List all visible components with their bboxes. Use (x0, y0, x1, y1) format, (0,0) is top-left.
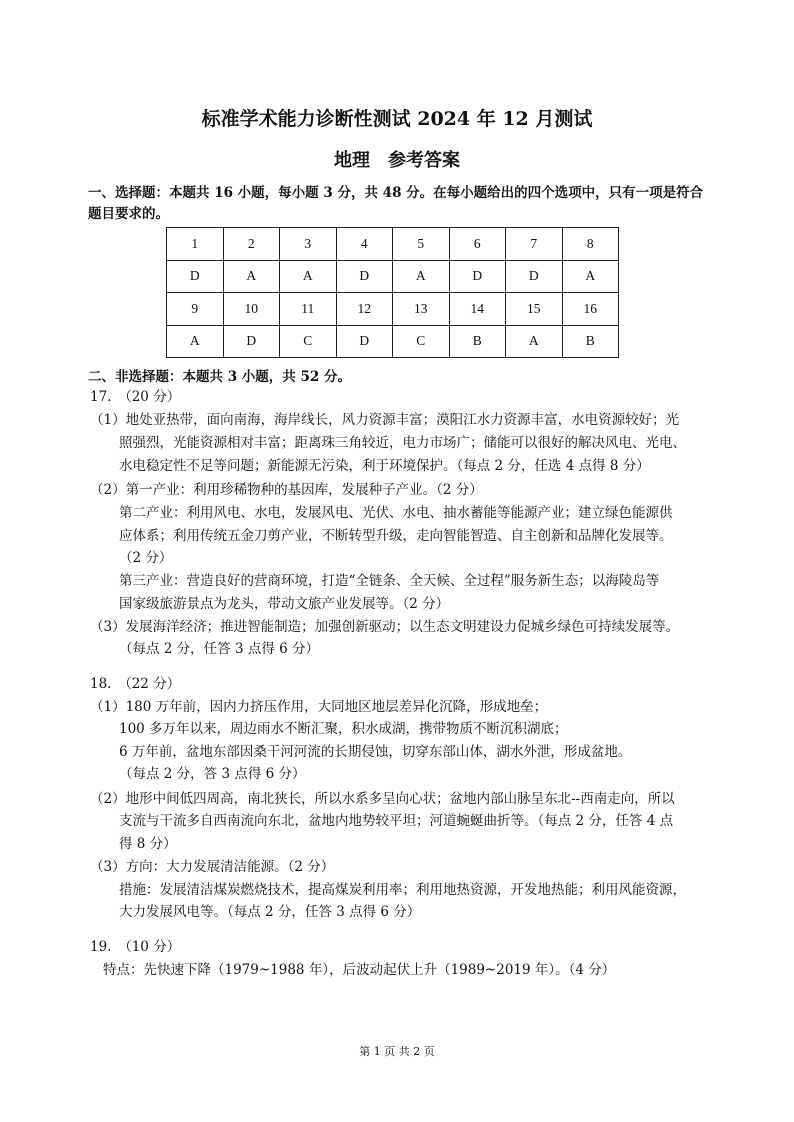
answer-table-cell: 3 (280, 228, 337, 261)
answer-table-cell: 10 (223, 293, 280, 326)
answer-table-cell: 2 (223, 228, 280, 261)
answer-table-cell: D (506, 260, 563, 293)
answer-table-cell: A (562, 260, 619, 293)
q17-number: 17. （20 分） (90, 389, 181, 405)
answer-table-row (167, 228, 619, 261)
section1-heading-line1: 一、选择题：本题共 16 小题，每小题 3 分，共 48 分。在每小题给出的四个选项中，只有一项是符合 (88, 185, 704, 201)
q18-part2-line2: 支流与干流多自西南流向东北，盆地内地势较平坦；河道蜿蜒曲折等。（每点 2 分，任答 4 点 (119, 813, 674, 829)
q17-part2-line5: 第三产业：营造良好的营商环境，打造“全链条、全天候、全过程”服务新生态；以海陵岛等 (119, 573, 660, 589)
answer-table-row (167, 260, 619, 293)
q18-part2-line1: （2）地形中间低四周高，南北狭长，所以水系多呈向心状；盆地内部山脉呈东北--西南走向，所以 (90, 791, 675, 807)
answer-table-cell: A (167, 325, 224, 358)
answer-table-cell: D (449, 260, 506, 293)
q18-number: 18. （22 分） (90, 676, 181, 692)
q17-part1-line3: 水电稳定性不足等问题；新能源无污染，利于环境保护。（每点 2 分，任选 4 点得 8 分） (119, 458, 650, 474)
q18-part3-line2: 措施：发展清洁煤炭燃烧技术，提高煤炭利用率；利用地热资源，开发地热能；利用风能资源， (119, 882, 686, 898)
answer-table-row (167, 325, 619, 358)
answer-table-cell: 12 (336, 293, 393, 326)
answer-table-cell: C (280, 325, 337, 358)
page-subtitle: 地理 参考答案 (334, 150, 460, 171)
section2-heading: 二、非选择题：本题共 3 小题，共 52 分。 (88, 369, 351, 385)
answer-table-cell: 8 (562, 228, 619, 261)
answer-table-cell: A (393, 260, 450, 293)
answer-table-cell: 14 (449, 293, 506, 326)
answer-table-cell: 7 (506, 228, 563, 261)
answer-table-row (167, 293, 619, 326)
q18-part3-line3: 大力发展风电等。（每点 2 分，任答 3 点得 6 分） (119, 904, 421, 920)
q18-part1-line1: （1）180 万年前，因内力挤压作用，大同地区地层差异化沉降，形成地垒； (90, 699, 548, 715)
answer-table-cell: A (506, 325, 563, 358)
answer-table-cell: D (336, 260, 393, 293)
answer-table-cell: A (280, 260, 337, 293)
answer-table-cell: 5 (393, 228, 450, 261)
page-title: 标准学术能力诊断性测试 2024 年 12 月测试 (201, 108, 593, 130)
page-footer: 第 1 页 共 2 页 (359, 1045, 435, 1058)
answer-table-cell: D (167, 260, 224, 293)
answer-table-cell: 11 (280, 293, 337, 326)
q17-part1-line2: 照强烈，光能资源相对丰富；距离珠三角较近，电力市场广；储能可以很好的解决风电、光电、 (119, 435, 686, 451)
answer-table-cell: D (223, 325, 280, 358)
answer-table-cell: 6 (449, 228, 506, 261)
answer-table-cell: B (562, 325, 619, 358)
answer-table-cell: 9 (167, 293, 224, 326)
q17-part2-line2: 第二产业：利用风电、水电，发展风电、光伏、水电、抽水蓄能等能源产业；建立绿色能源供 (119, 505, 673, 521)
q17-part2-line1: （2）第一产业：利用珍稀物种的基因库，发展种子产业。（2 分） (90, 482, 483, 498)
q17-part2-line4: （2 分） (119, 550, 173, 566)
answer-table (166, 227, 619, 358)
q19-answer: 特点：先快速下降（1979~1988 年），后波动起伏上升（1989~2019 年）。（4 分） (103, 962, 616, 978)
q17-part2-line3: 应体系；利用传统五金刀剪产业，不断转型升级，走向智能智造、自主创新和品牌化发展等。 (119, 528, 673, 544)
q18-part2-line3: 得 8 分） (119, 836, 177, 852)
q18-part1-line2: 100 多万年以来，周边雨水不断汇聚，积水成湖，携带物质不断沉积湖底； (119, 721, 568, 737)
q17-part3-line1: （3）发展海洋经济；推进智能制造；加强创新驱动；以生态文明建设力促城乡绿色可持续发展等。 (90, 619, 680, 635)
q18-part1-line3: 6 万年前，盆地东部因桑干河河流的长期侵蚀，切穿东部山体，湖水外泄，形成盆地。 (119, 744, 632, 760)
answer-table-cell: B (449, 325, 506, 358)
q19-number: 19. （10 分） (90, 939, 181, 955)
section1-heading (88, 183, 720, 225)
answer-table-cell: 1 (167, 228, 224, 261)
answer-table-cell: A (223, 260, 280, 293)
section1-heading-line2: 题目要求的。 (88, 206, 169, 222)
q17-part2-line6: 国家级旅游景点为龙头，带动文旅产业发展等。（2 分） (119, 596, 450, 612)
answer-table-cell: 15 (506, 293, 563, 326)
answer-table-cell: D (336, 325, 393, 358)
q17-part1-line1: （1）地处亚热带，面向南海，海岸线长，风力资源丰富；漠阳江水力资源丰富，水电资源较好；光 (90, 412, 680, 428)
q17-part3-line2: （每点 2 分，任答 3 点得 6 分） (119, 641, 320, 657)
q18-part1-line4: （每点 2 分，答 3 点得 6 分） (119, 766, 306, 782)
answer-table-cell: 4 (336, 228, 393, 261)
answer-table-cell: C (393, 325, 450, 358)
answer-table-cell: 16 (562, 293, 619, 326)
answer-table-cell: 13 (393, 293, 450, 326)
q18-part3-line1: （3）方向：大力发展清洁能源。（2 分） (90, 859, 335, 875)
